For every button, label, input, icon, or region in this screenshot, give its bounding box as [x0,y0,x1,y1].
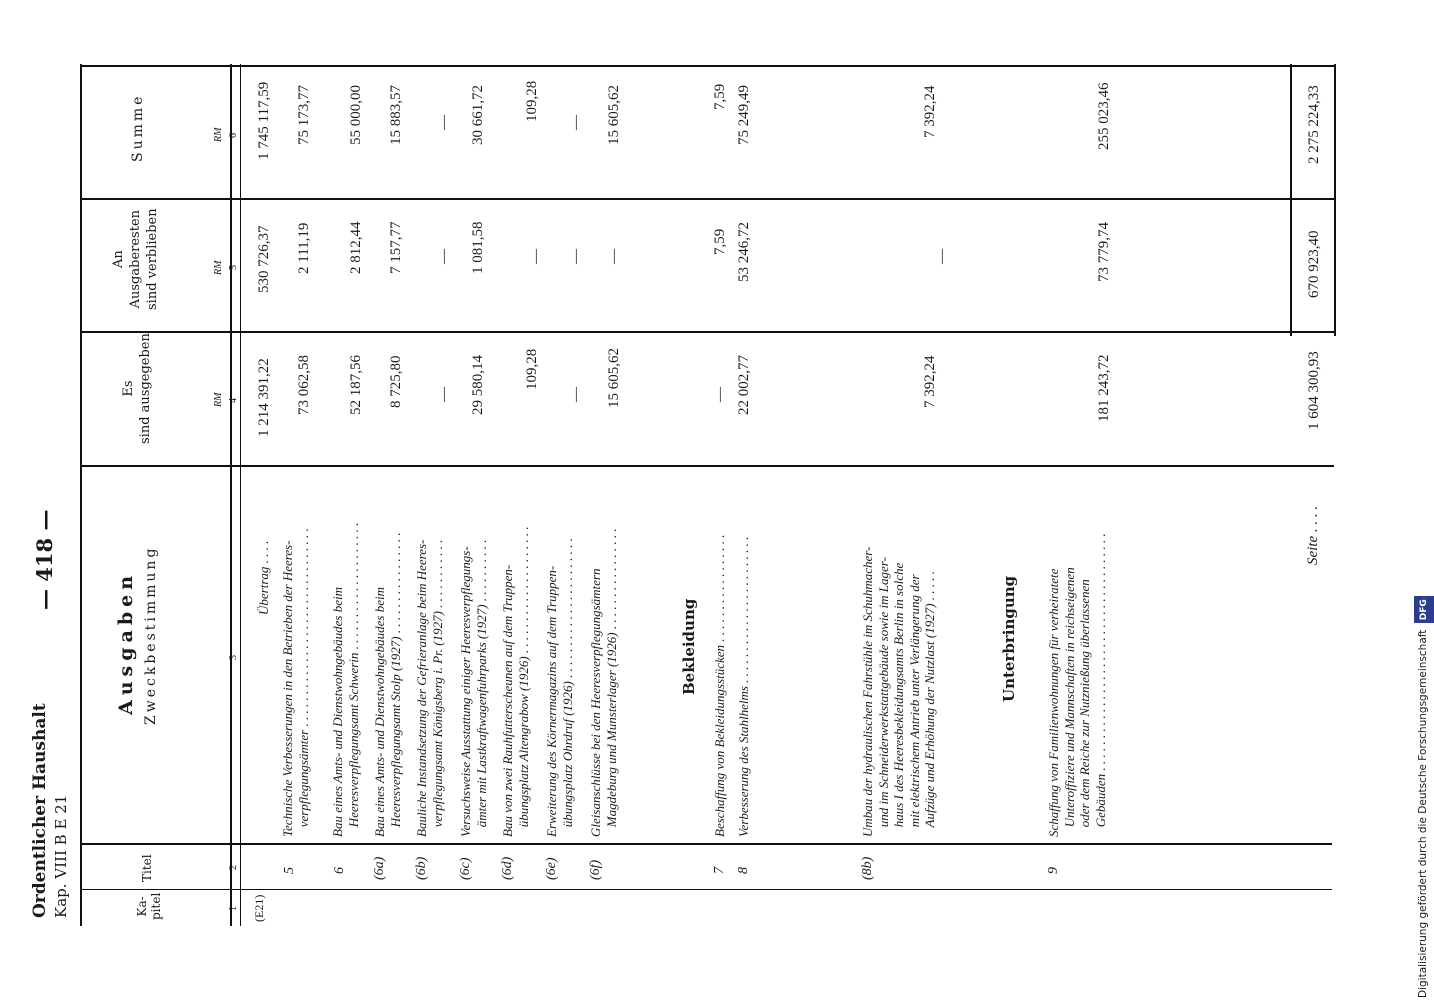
row-titel: 5 [282,867,297,874]
row-reste: — [606,249,622,264]
row-ausgegeben: 8 725,80 [388,355,404,408]
page-number: — 418 — [32,509,57,610]
row-ausgegeben: — [568,387,584,402]
row-summe: 7 392,24 [922,85,938,138]
seite-ausgegeben: 1 604 300,93 [1306,351,1322,430]
kapitel-label: Kap. VIII B E 21 [52,794,70,918]
row-summe: 30 661,72 [470,85,486,145]
unit-col5: RM [213,260,224,275]
unit-col4: RM [213,392,224,407]
row-summe: — [568,115,584,130]
row-ausgegeben: 15 605,62 [606,348,622,408]
row-reste: 7 157,77 [388,221,404,274]
row-summe: 15 883,57 [388,85,404,145]
seite-reste: 670 923,40 [1306,230,1322,298]
row-summe: 55 000,00 [348,85,364,145]
row-text: Gleisanschlüsse bei den Heeresverpflegungsämtern Magdeburg und Munsterlager (1926) . . . . . . . . . . . . . . . . [588,528,619,837]
uebertrag-reste: 530 726,37 [256,225,272,293]
row-text: Bau eines Amts- und Dienstwohngebäudes beim Heeresverpflegungsamt Stolp (1927) . . . . . . . . . . . . . . . . [372,532,403,837]
digitization-note [1413,8,1433,998]
row-text: Technische Verbesserungen in den Betrieben der Heeres- verpflegungsämter . . . . . . . . . . . . . . . . . . . . . . . . . . . . . . . [280,528,311,837]
header-ausgaben: Ausgaben [115,570,137,715]
row-text: Umbau der hydraulischen Fahrstühle im Schuhmacher- und im Schneiderwerkstattgebäude sowie im Lager- haus I des Heeresbekleidungsamts Berlin in solche mit elektrischem Antrieb unter Verlängerung der Aufzüge und Erhöhung der Nutzlast (1927) . . . . . [860,546,937,837]
row-titel: (6c) [458,857,473,880]
col-rule-5 [82,198,1334,200]
row-summe: 7,59 [712,83,728,110]
header-kapitel: Ka- pitel [135,892,163,920]
colno-3: 3 [228,655,239,660]
row-reste: — [934,249,950,264]
colno-1: 1 [228,906,239,911]
dfg-logo: DFG [1414,596,1434,623]
col-rule-4 [82,331,1334,333]
row-ausgegeben: 109,28 [524,348,540,390]
row-titel: 8 [736,867,751,874]
row-titel: (8b) [860,856,875,880]
seite-summe: 2 275 224,33 [1306,85,1322,164]
row-ausgegeben: 181 243,72 [1096,354,1112,422]
row-reste: 7,59 [712,228,728,255]
row-ausgegeben: — [712,387,728,402]
colno-rule [240,64,241,926]
section-unterbringung: Unterbringung [1000,575,1018,702]
budget-title: Ordentlicher Haushalt [30,703,50,918]
seite-label: Seite . . . . [1305,505,1321,565]
row-text: Bau eines Amts- und Dienstwohngebäudes beim Heeresverpflegungsamt Schwerin . . . . . . . . . . . . . . . . . . . . [330,522,361,837]
col-rule-3 [82,465,1334,467]
row-reste: 2 111,19 [296,222,312,274]
uebertrag-ausgegeben: 1 214 391,22 [256,358,272,437]
row-titel: 9 [1046,867,1061,874]
row-ausgegeben: 29 580,14 [470,355,486,415]
row-summe: 109,28 [524,80,540,122]
kapitel-e21: (E21) [252,894,266,922]
row-text: Versuchsweise Ausstattung einiger Heeresverpflegungs- ämter mit Lastkraftwagenfuhrparks (1927) . . . . . . . . . . [458,539,489,837]
row-reste: — [436,249,452,264]
row-titel: (6e) [544,857,559,880]
header-zweckbestimmung: Zweckbestimmung [143,545,159,725]
table-top-rule [80,64,82,926]
row-reste: 1 081,58 [470,221,486,274]
row-titel: 7 [712,867,727,874]
header-titel: Titel [140,854,154,882]
row-text: Beschaffung von Bekleidungsstücken . . . . . . . . . . . . . . . . . [712,534,727,837]
header-bottom-rule [230,64,232,926]
row-text: Schaffung von Familienwohnungen für verheiratete Unteroffiziere und Mannschaften in reichseigenen oder dem Reiche zur Nutznießung überlassenen Gebäuden . . . . . . . . . . . . . . . . . . . . . . . . . . . . . . . . . . . . . [1046,533,1108,837]
row-titel: (6a) [372,856,387,880]
row-text: Bau von zwei Rauhfutterscheunen auf dem Truppen- übungsplatz Altengrabow (1926) . . . . . . . . . . . . . . . . . . . . [500,526,531,837]
header-summe: Summe [130,93,146,162]
digitization-text: Digitalisierung gefördert durch die Deutsche Forschungsgemeinschaft [1417,629,1429,998]
uebertrag-label: Übertrag . . . . [256,540,271,615]
row-ausgegeben: — [436,387,452,402]
row-summe: 255 023,46 [1096,82,1112,150]
unit-col6: RM [213,127,224,142]
colno-4: 4 [228,398,239,403]
section-bekleidung: Bekleidung [680,598,698,695]
row-summe: — [436,115,452,130]
row-summe: 75 249,49 [736,85,752,145]
row-ausgegeben: 7 392,24 [922,355,938,408]
row-reste: — [568,249,584,264]
row-titel: (6d) [500,856,515,880]
row-titel: (6f) [588,859,603,880]
row-reste: — [528,249,544,264]
header-ausgegeben: Es sind ausgegeben [121,333,153,444]
row-summe: 15 605,62 [606,85,622,145]
row-reste: 73 779,74 [1096,222,1112,282]
row-ausgegeben: 73 062,58 [296,355,312,415]
row-reste: 2 812,44 [348,221,364,274]
row-reste: 53 246,72 [736,222,752,282]
col-rule-6 [82,65,1334,67]
header-ausgabereste: An Ausgaberesten sind verblieben [111,208,160,310]
col-rule-1 [82,889,1332,890]
row-ausgegeben: 22 002,77 [736,355,752,415]
seite-sum-rule-bottom [1334,64,1336,336]
row-text: Bauliche Instandsetzung der Gefrieranlage beim Heeres- verpflegungsamt Königsberg i. Pr. (1927) . . . . . . . . . . . [414,539,445,837]
row-summe: 75 173,77 [296,85,312,145]
seite-sum-rule-top [1290,64,1292,336]
row-ausgegeben: 52 187,56 [348,355,364,415]
row-titel: (6b) [414,856,429,880]
row-titel: 6 [332,867,347,874]
colno-6: 6 [228,133,239,138]
row-text: Erweiterung des Körnermagazins auf dem Truppen- übungsplatz Ohrdruf (1926) . . . . . . . . . . . . . . . . . . . . . . [544,538,575,837]
uebertrag-summe: 1 745 117,59 [256,81,272,160]
row-text: Verbesserung des Stahlhelms . . . . . . . . . . . . . . . . . . . . . . . [736,536,751,837]
colno-2: 2 [228,865,239,870]
col-rule-2 [82,843,1332,845]
colno-5: 5 [228,265,239,270]
